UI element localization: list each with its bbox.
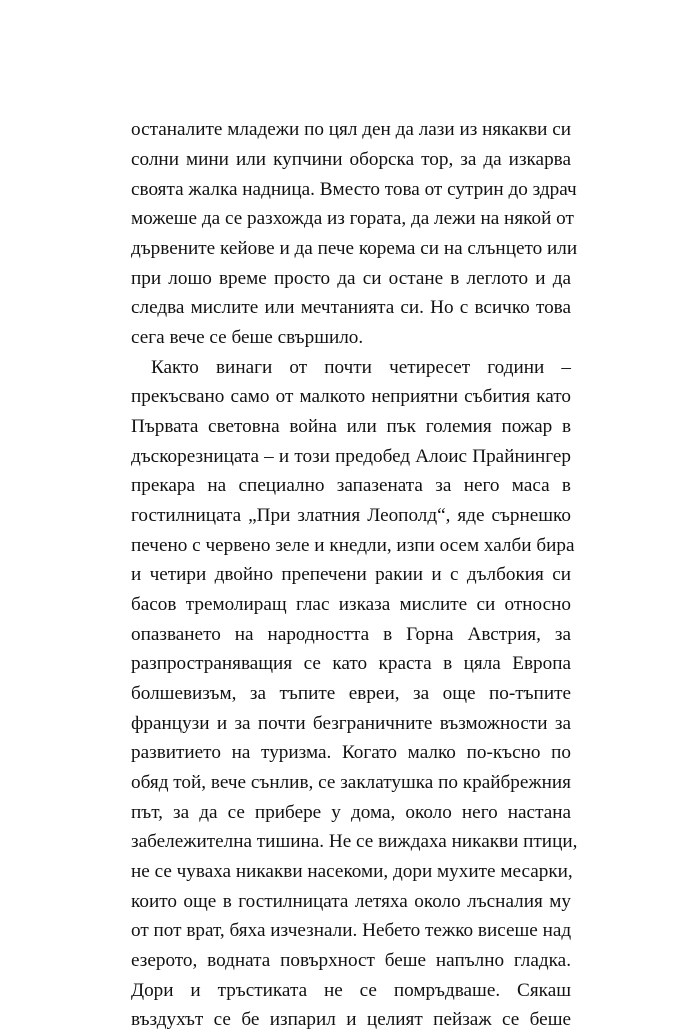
text-line: Дори и тръстиката не се помръдваше. Сякаш — [131, 980, 571, 1001]
text-line: разпространяващия се като краста в цяла Европа — [131, 653, 571, 674]
text-line: път, за да се прибере у дома, около него настана — [131, 802, 571, 823]
text-line: печено с червено зеле и кнедли, изпи осем халби бира — [131, 535, 575, 556]
text-line: следва мислите или мечтанията си. Но с всичко това — [131, 297, 571, 318]
text-line: дъскорезницата – и този предобед Алоис Прайнингер — [131, 446, 571, 467]
text-line: дървените кейове и да пече корема си на слънцето или — [131, 238, 578, 259]
text-line: останалите младежи по цял ден да лази из някакви си — [131, 119, 571, 140]
text-line: развитието на туризма. Когато малко по-късно по — [131, 742, 571, 763]
text-line: гостилницата „При златния Леополд“, яде сърнешко — [131, 505, 571, 526]
text-line: можеше да се разхожда из гората, да лежи на някой от — [131, 208, 574, 229]
text-line: езерото, водната повърхност беше напълно гладка. — [131, 950, 571, 971]
text-line: въздухът се бе изпарил и целият пейзаж се беше — [131, 1009, 571, 1030]
text-line: от пот врат, бяха изчезнали. Небето тежко висеше над — [131, 920, 572, 941]
text-line: не се чуваха никакви насекоми, дори мухите месарки, — [131, 861, 573, 882]
text-line: болшевизъм, за тъпите евреи, за още по-тъпите — [131, 683, 571, 704]
text-line: обяд той, вече сънлив, се заклатушка по крайбрежния — [131, 772, 571, 793]
text-line: Както винаги от почти четиресет години – — [151, 357, 571, 378]
text-line: които още в гостилницата летяха около лъсналия му — [131, 891, 571, 912]
text-line: сега вече се беше свършило. — [131, 327, 364, 348]
text-line: французи и за почти безграничните възможности за — [131, 713, 571, 734]
text-line: при лошо време просто да си остане в леглото и да — [131, 268, 571, 289]
text-line: прекара на специално запазената за него маса в — [131, 475, 571, 496]
text-line: и четири двойно препечени ракии и с дълбокия си — [131, 564, 571, 585]
text-line: солни мини или купчини оборска тор, за да изкарва — [131, 149, 571, 170]
text-line: своята жалка надница. Вместо това от сутрин до здрач — [131, 179, 577, 200]
text-line: забележителна тишина. Не се виждаха никакви птици, — [131, 831, 578, 852]
text-line: Първата световна война или пък големия пожар в — [131, 416, 571, 437]
text-line: прекъсвано само от малкото неприятни събития като — [131, 386, 571, 407]
text-line: басов тремолиращ глас изказа мислите си относно — [131, 594, 571, 615]
text-line: опазването на народността в Горна Австрия, за — [131, 624, 571, 645]
